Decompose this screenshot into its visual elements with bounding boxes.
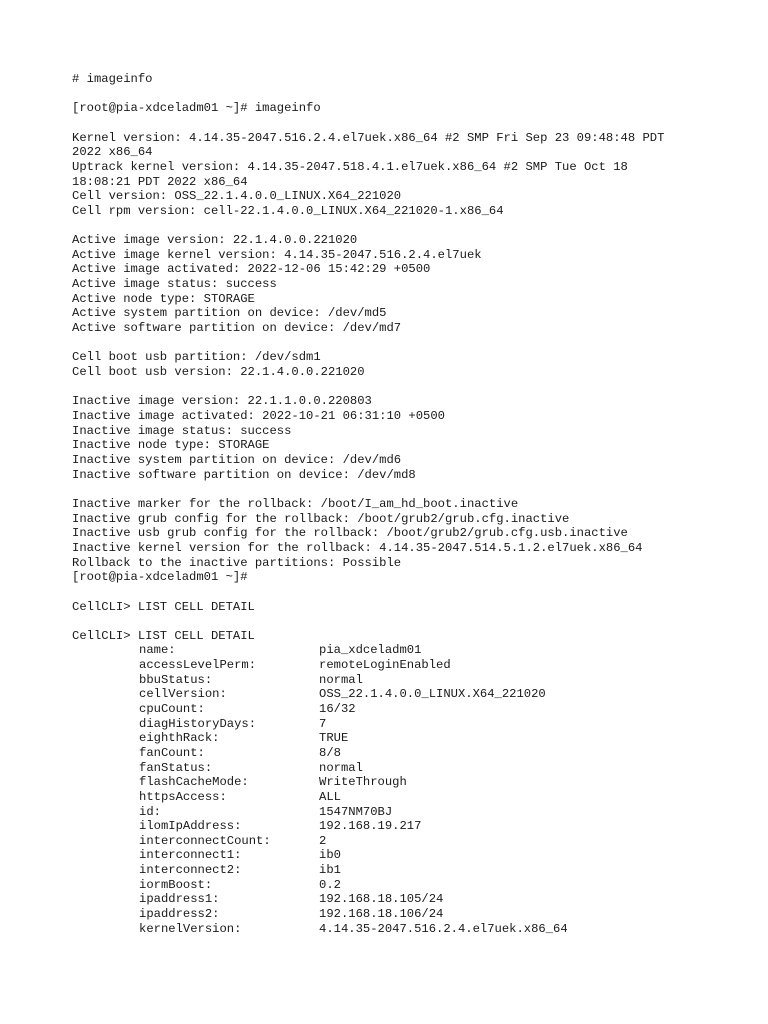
cell-detail-row: [72, 907, 732, 922]
cell-detail-row: [72, 892, 732, 907]
cell-detail-key: cellVersion:: [139, 687, 227, 702]
terminal-transcript: [72, 72, 732, 936]
cell-detail-row: [72, 717, 732, 732]
cell-detail-key: interconnectCount:: [139, 833, 271, 848]
cell-detail-row: [72, 775, 732, 790]
active-image-status: Active image status: success: [72, 277, 277, 292]
cell-detail-value: 4.14.35-2047.516.2.4.el7uek.x86_64: [319, 921, 568, 936]
cell-detail-row: [72, 761, 732, 776]
cell-detail-key: flashCacheMode:: [139, 775, 249, 790]
cell-detail-value: 2: [319, 833, 327, 848]
cell-detail-value: TRUE: [319, 731, 349, 746]
cell-detail-row: [72, 658, 732, 673]
cell-version-line: Cell version: OSS_22.1.4.0.0_LINUX.X64_221020: [72, 189, 402, 204]
cell-detail-value: ib1: [319, 863, 341, 878]
cell-detail-value: OSS_22.1.4.0.0_LINUX.X64_221020: [319, 687, 546, 702]
usb-boot-partition: Cell boot usb partition: /dev/sdm1: [72, 350, 321, 365]
spacer: [72, 87, 732, 102]
inactive-system-partition: Inactive system partition on device: /dev/md6: [72, 452, 402, 467]
inactive-software-partition: Inactive software partition on device: /dev/md8: [72, 467, 416, 482]
cell-detail-key: fanCount:: [139, 745, 205, 760]
cell-detail-key: ipaddress1:: [139, 892, 220, 907]
rollback-possible: Rollback to the inactive partitions: Possible: [72, 555, 402, 570]
cell-detail-row: [72, 819, 732, 834]
uptrack-kernel-line-cont: 18:08:21 PDT 2022 x86_64: [72, 174, 248, 189]
cell-detail-list: [72, 643, 732, 936]
active-software-partition: Active software partition on device: /dev/md7: [72, 321, 402, 336]
cell-detail-row: [72, 746, 732, 761]
cell-detail-row: [72, 731, 732, 746]
cell-detail-row: [72, 702, 732, 717]
spacer: [72, 336, 732, 351]
rollback-usb-grub-config: Inactive usb grub config for the rollback: /boot/grub2/grub.cfg.usb.inactive: [72, 526, 628, 541]
cell-detail-key: eighthRack:: [139, 731, 220, 746]
active-node-type: Active node type: STORAGE: [72, 291, 255, 306]
cell-detail-value: 192.168.19.217: [319, 819, 422, 834]
cell-detail-value: pia_xdceladm01: [319, 643, 422, 658]
cell-detail-value: 1547NM70BJ: [319, 804, 393, 819]
rollback-kernel-version: Inactive kernel version for the rollback: 4.14.35-2047.514.5.1.2.el7uek.x86_64: [72, 540, 643, 555]
cell-detail-row: [72, 805, 732, 820]
inactive-image-block: [72, 394, 732, 482]
cell-detail-row: [72, 687, 732, 702]
usb-boot-block: [72, 350, 732, 379]
active-image-version: Active image version: 22.1.4.0.0.221020: [72, 233, 358, 248]
inactive-image-activated: Inactive image activated: 2022-10-21 06:31:10 +0500: [72, 409, 445, 424]
spacer: [72, 219, 732, 234]
kernel-version-line-cont: 2022 x86_64: [72, 145, 153, 160]
shell-prompt-command: [root@pia-xdceladm01 ~]# imageinfo: [72, 101, 321, 116]
cell-detail-value: 192.168.18.106/24: [319, 907, 444, 921]
rollback-marker: Inactive marker for the rollback: /boot/I_am_hd_boot.inactive: [72, 496, 519, 511]
cell-detail-key: interconnect1:: [139, 848, 242, 863]
usb-boot-version: Cell boot usb version: 22.1.4.0.0.221020: [72, 365, 365, 380]
active-image-kernel-version: Active image kernel version: 4.14.35-2047.516.2.4.el7uek: [72, 247, 482, 262]
spacer: [72, 482, 732, 497]
spacer: [72, 116, 732, 131]
cell-detail-key: id:: [139, 804, 161, 819]
rollback-grub-config: Inactive grub config for the rollback: /boot/grub2/grub.cfg.inactive: [72, 511, 570, 526]
cell-detail-key: interconnect2:: [139, 863, 242, 878]
cell-detail-key: bbuStatus:: [139, 672, 213, 687]
cell-detail-key: cpuCount:: [139, 702, 205, 717]
cell-detail-key: diagHistoryDays:: [139, 716, 257, 731]
cell-detail-value: normal: [319, 672, 363, 687]
cell-detail-key: ilomIpAddress:: [139, 819, 242, 834]
cell-detail-key: iormBoost:: [139, 877, 213, 892]
cell-detail-key: httpsAccess:: [139, 789, 227, 804]
cell-detail-value: ALL: [319, 789, 341, 804]
cell-detail-key: accessLevelPerm:: [139, 658, 257, 673]
cell-detail-key: fanStatus:: [139, 760, 213, 775]
spacer: [72, 380, 732, 395]
cell-detail-row: [72, 834, 732, 849]
cell-detail-value: normal: [319, 760, 363, 775]
cell-detail-row: [72, 878, 732, 893]
cell-detail-row: [72, 848, 732, 863]
inactive-image-version: Inactive image version: 22.1.1.0.0.220803: [72, 394, 372, 409]
cell-detail-row: [72, 863, 732, 878]
inactive-image-status: Inactive image status: success: [72, 423, 292, 438]
cell-detail-row: [72, 790, 732, 805]
cell-detail-key: name:: [139, 643, 176, 658]
cell-detail-value: 0.2: [319, 877, 341, 892]
active-image-activated: Active image activated: 2022-12-06 15:42:29 +0500: [72, 262, 431, 277]
cell-detail-key: kernelVersion:: [139, 921, 242, 936]
cell-detail-row: [72, 643, 732, 658]
kernel-version-line: Kernel version: 4.14.35-2047.516.2.4.el7uek.x86_64 #2 SMP Fri Sep 23 09:48:48 PDT: [72, 130, 665, 145]
cell-detail-row: [72, 673, 732, 688]
inactive-node-type: Inactive node type: STORAGE: [72, 438, 270, 453]
active-image-block: [72, 233, 732, 336]
spacer: [72, 585, 732, 600]
cell-detail-value: remoteLoginEnabled: [319, 658, 451, 673]
spacer: [72, 614, 732, 629]
cell-detail-row: [72, 922, 732, 937]
shell-prompt-end: [root@pia-xdceladm01 ~]#: [72, 570, 248, 585]
cellcli-command-2: CellCLI> LIST CELL DETAIL: [72, 628, 255, 643]
cell-detail-value: 8/8: [319, 745, 341, 760]
cell-detail-value: ib0: [319, 848, 341, 863]
active-system-partition: Active system partition on device: /dev/md5: [72, 306, 387, 321]
cell-detail-value: 7: [319, 716, 327, 731]
cell-rpm-version-line: Cell rpm version: cell-22.1.4.0.0_LINUX.X64_221020-1.x86_64: [72, 203, 504, 218]
header-command: # imageinfo: [72, 72, 153, 86]
cell-detail-value: 16/32: [319, 702, 356, 717]
cell-detail-key: ipaddress2:: [139, 907, 220, 921]
cell-detail-value: WriteThrough: [319, 775, 407, 790]
cellcli-command-1: CellCLI> LIST CELL DETAIL: [72, 599, 255, 614]
kernel-info-block: [72, 131, 732, 219]
rollback-block: [72, 497, 732, 585]
cell-detail-value: 192.168.18.105/24: [319, 892, 444, 907]
uptrack-kernel-line: Uptrack kernel version: 4.14.35-2047.518.4.1.el7uek.x86_64 #2 SMP Tue Oct 18: [72, 159, 628, 174]
